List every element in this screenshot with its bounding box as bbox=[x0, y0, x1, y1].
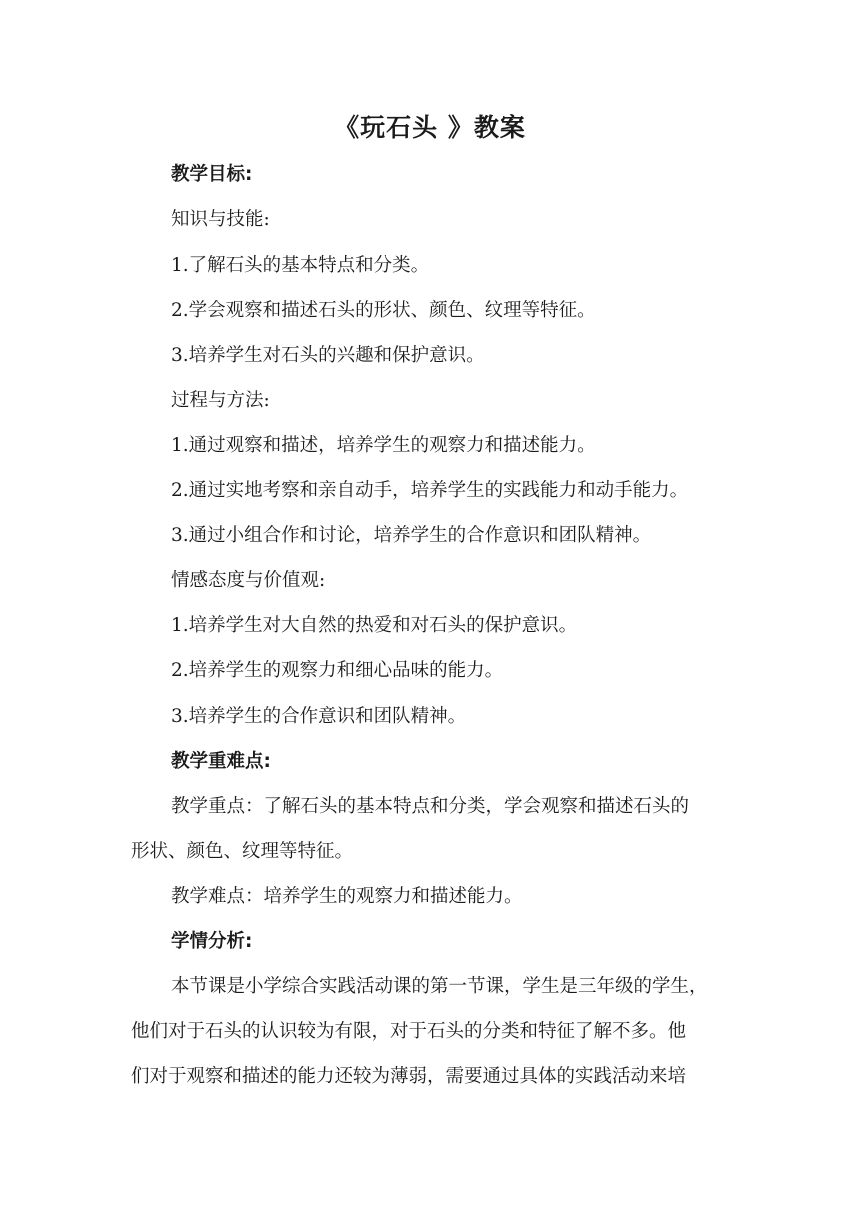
emotion-item: 2.培养学生的观察力和细心品味的能力。 bbox=[171, 660, 504, 681]
emotion-label: 情感态度与价值观: bbox=[171, 570, 326, 591]
key-point-line: 教学重点：了解石头的基本特点和分类，学会观察和描述石头的 bbox=[171, 796, 690, 817]
emotion-item: 1.培养学生对大自然的热爱和对石头的保护意识。 bbox=[171, 615, 578, 636]
key-heading: 教学重难点: bbox=[171, 751, 271, 772]
process-label: 过程与方法: bbox=[171, 390, 270, 411]
knowledge-label: 知识与技能: bbox=[171, 209, 270, 230]
analysis-line: 他们对于石头的认识较为有限，对于石头的分类和特征了解不多。他 bbox=[131, 1021, 687, 1042]
key-point-line: 形状、颜色、纹理等特征。 bbox=[131, 841, 354, 862]
knowledge-item: 3.培养学生对石头的兴趣和保护意识。 bbox=[171, 345, 485, 366]
analysis-line: 们对于观察和描述的能力还较为薄弱，需要通过具体的实践活动来培 bbox=[131, 1066, 687, 1087]
analysis-line: 本节课是小学综合实践活动课的第一节课，学生是三年级的学生， bbox=[171, 976, 708, 997]
knowledge-item: 1.了解石头的基本特点和分类。 bbox=[171, 255, 430, 276]
knowledge-item: 2.学会观察和描述石头的形状、颜色、纹理等特征。 bbox=[171, 300, 596, 321]
process-item: 3.通过小组合作和讨论，培养学生的合作意识和团队精神。 bbox=[171, 525, 652, 546]
difficult-point: 教学难点：培养学生的观察力和描述能力。 bbox=[171, 886, 523, 907]
emotion-item: 3.培养学生的合作意识和团队精神。 bbox=[171, 706, 467, 727]
process-item: 1.通过观察和描述，培养学生的观察力和描述能力。 bbox=[171, 435, 596, 456]
document-title: 《玩石头 》教案 bbox=[334, 113, 526, 142]
goals-heading: 教学目标: bbox=[171, 164, 253, 185]
analysis-heading: 学情分析: bbox=[171, 931, 253, 952]
process-item: 2.通过实地考察和亲自动手，培养学生的实践能力和动手能力。 bbox=[171, 480, 689, 501]
